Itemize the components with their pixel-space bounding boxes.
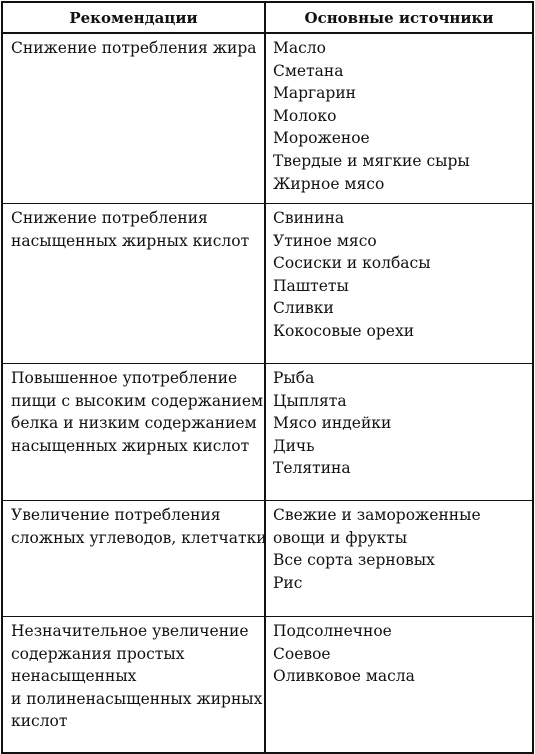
source-item: Свинина [273,209,345,227]
source-item: Оливковое масла [273,667,415,686]
recommendation-text: белка и низким содержанием [11,414,257,433]
source-item: Сливки [273,299,334,318]
source-item: Подсолнечное [273,622,392,640]
recommendations-table [1,1,534,754]
recommendation-text: ненасыщенных [11,667,137,686]
recommendation-text: Снижение потребления [11,209,208,227]
recommendation-text: пищи с высоким содержанием [11,391,264,410]
source-item: Свежие и замороженные [273,506,481,524]
header-main-sources: Основные источники [265,2,533,33]
recommendation-cell [2,204,265,364]
header-row [2,2,533,33]
recommendation-text: и полиненасыщенных жирных [11,689,263,708]
sources-cell [265,33,533,204]
recommendation-text: Повышенное употребление [11,369,238,387]
recommendation-text: Увеличение потребления [11,506,221,524]
source-item: Рис [273,573,303,592]
table-row [2,204,533,364]
table-row [2,617,533,754]
source-item: Паштеты [273,276,349,295]
recommendation-text: насыщенных жирных кислот [11,436,250,455]
source-item: Все сорта зерновых [273,551,435,570]
source-item: Телятина [273,459,351,478]
source-item: овощи и фрукты [273,528,408,547]
source-item: Мороженое [273,129,370,148]
recommendation-text: содержания простых [11,644,185,663]
table-row [2,33,533,204]
sources-cell [265,364,533,501]
recommendation-cell [2,501,265,617]
source-item: Цыплята [273,391,347,410]
source-item: Твердые и мягкие сыры [273,151,470,170]
header-recommendations: Рекомендации [2,2,265,33]
source-item: Рыба [273,369,315,387]
source-item: Дичь [273,436,315,455]
recommendation-text: сложных углеводов, клетчатки [11,528,267,547]
source-item: Мясо индейки [273,414,392,433]
table-row [2,501,533,617]
source-item: Кокосовые орехи [273,321,415,340]
recommendation-text: насыщенных жирных кислот [11,231,250,250]
table-row [2,364,533,501]
source-item: Сосиски и колбасы [273,254,431,273]
source-item: Утиное мясо [273,231,377,250]
sources-cell [265,501,533,617]
recommendation-cell [2,364,265,501]
recommendation-text: Снижение потребления жира [11,39,257,57]
recommendation-cell [2,617,265,754]
source-item: Маргарин [273,84,356,103]
sources-cell [265,204,533,364]
source-item: Масло [273,39,326,57]
recommendation-text: кислот [11,712,68,731]
source-item: Молоко [273,106,337,125]
source-item: Жирное мясо [273,174,385,193]
source-item: Сметана [273,61,344,80]
sources-cell [265,617,533,754]
recommendation-text: Незначительное увеличение [11,622,249,640]
source-item: Соевое [273,644,331,663]
recommendation-cell [2,33,265,204]
